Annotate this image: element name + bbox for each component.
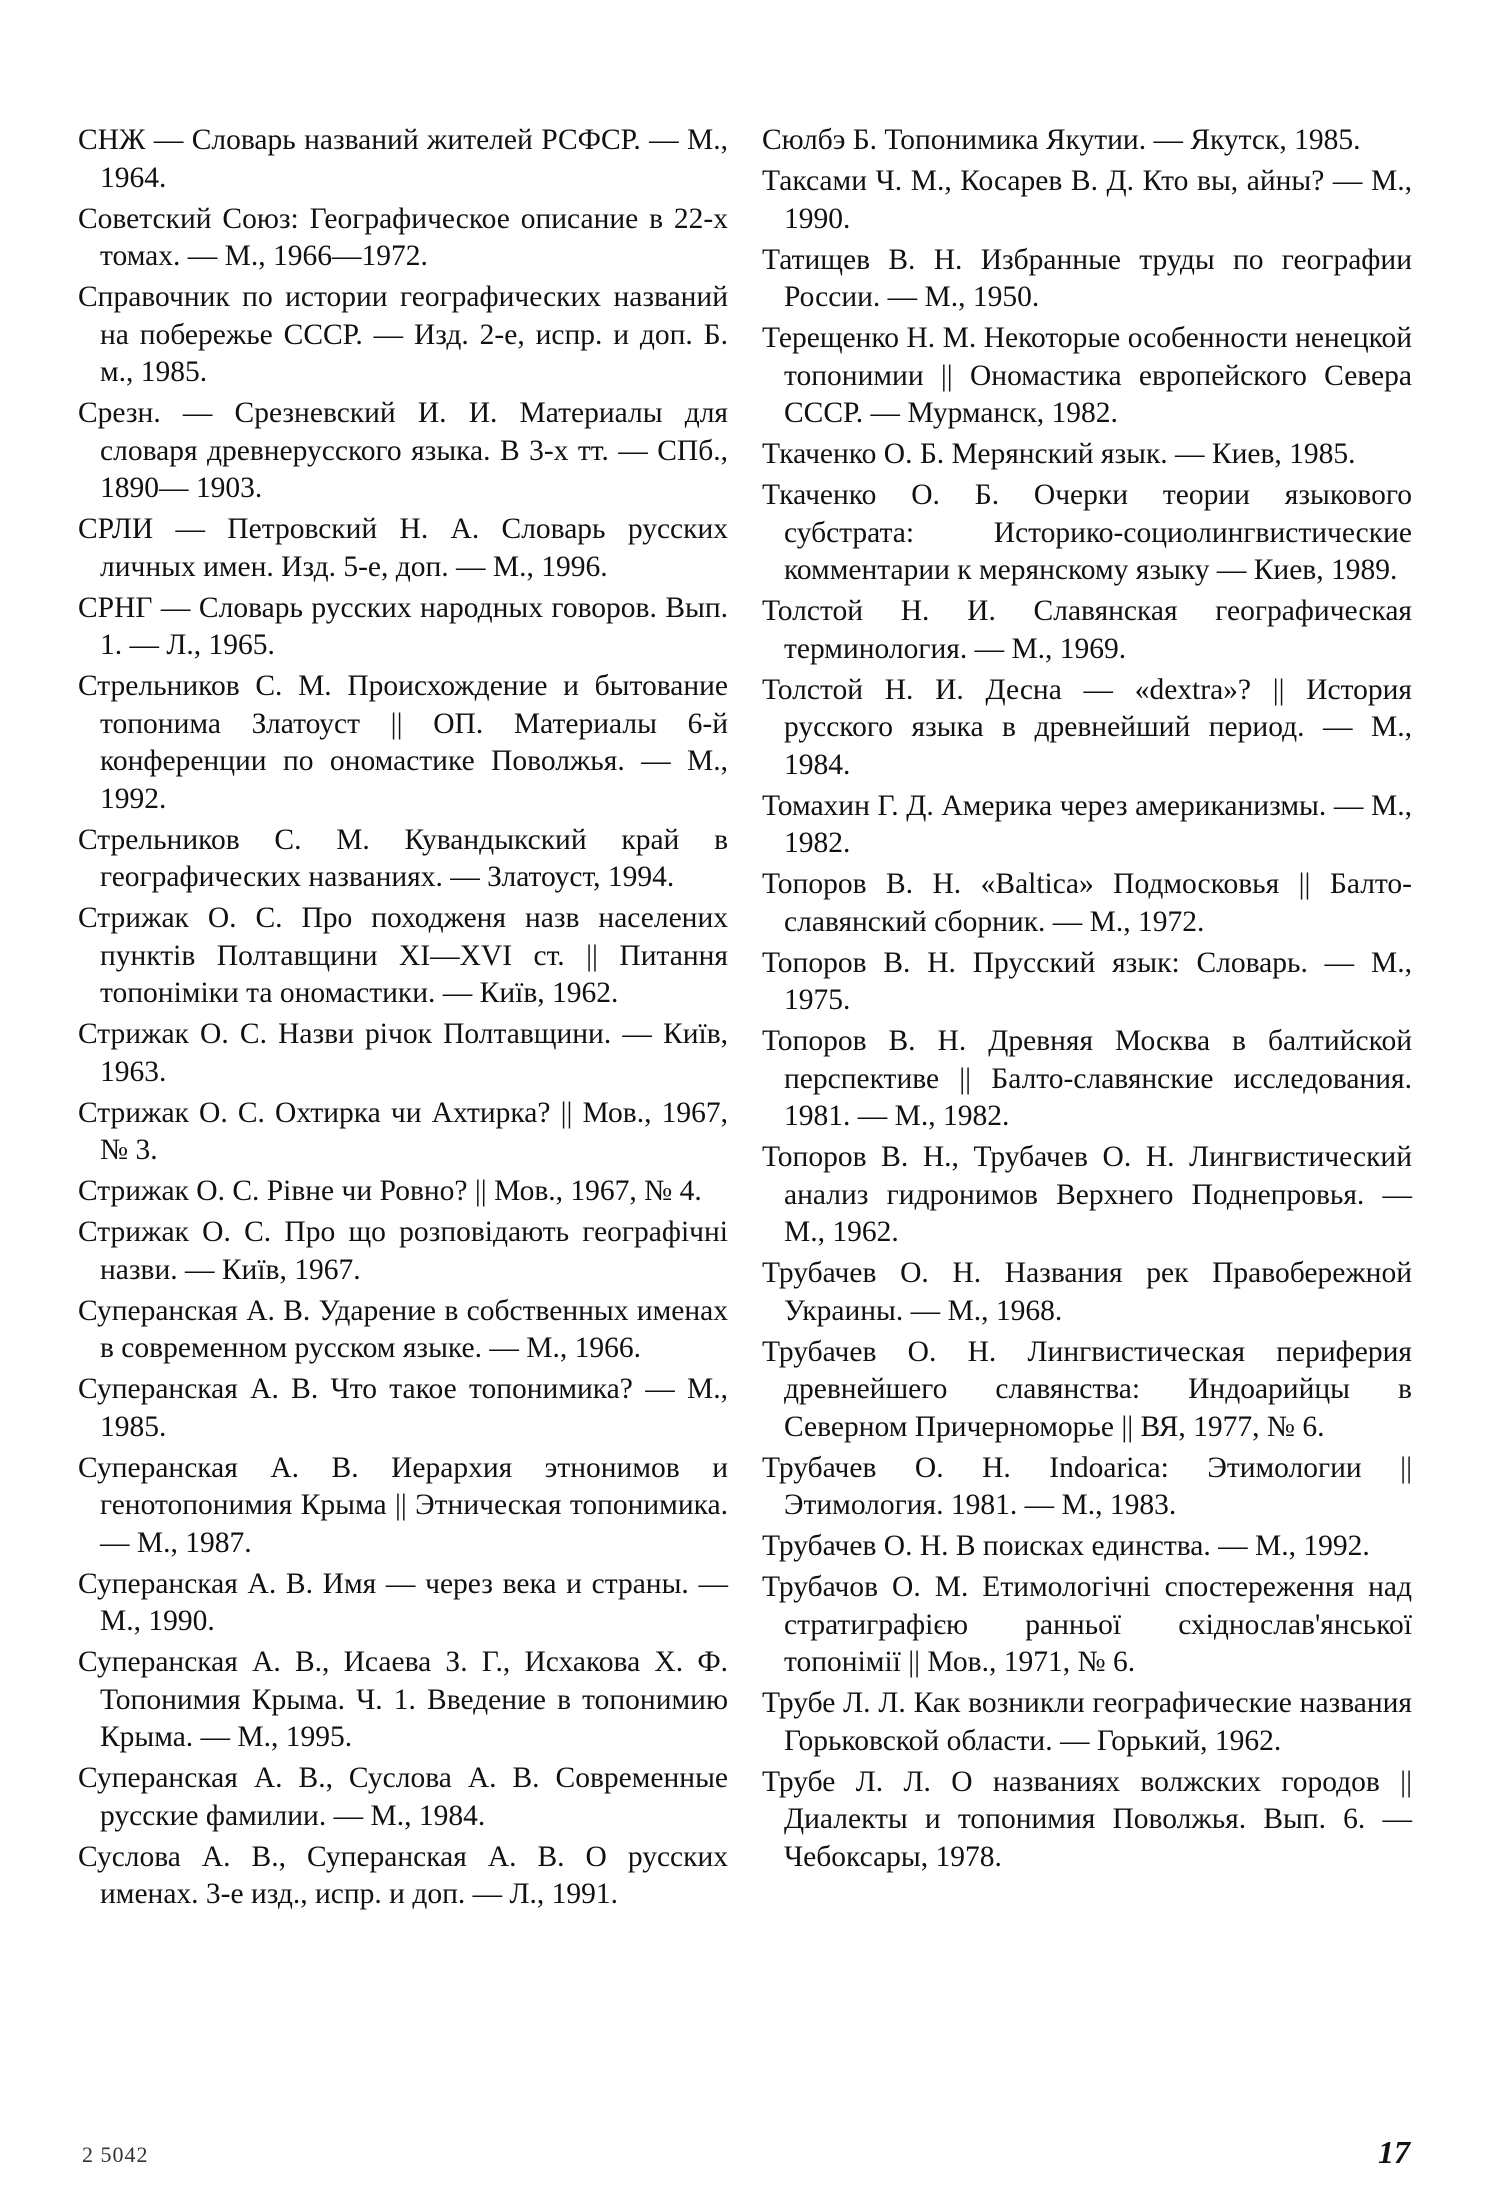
bib-entry: Суслова А. В., Суперанская А. В. О русских именах. 3-е изд., испр. и доп. — Л., 1991. [78, 1840, 728, 1910]
bib-entry: Таксами Ч. М., Косарев В. Д. Кто вы, айны? — М., 1990. [762, 165, 1412, 235]
right-column [762, 122, 1412, 1880]
bib-entry: Стрижак О. С. Охтирка чи Ахтирка? || Мов., 1967, № 3. [78, 1096, 728, 1166]
bib-entry: Суперанская А. В. Имя — через века и страны. — М., 1990. [78, 1567, 728, 1637]
bib-entry: СРНГ — Словарь русских народных говоров. Вып. 1. — Л., 1965. [78, 591, 728, 661]
left-column [78, 122, 728, 1917]
bib-entry: Трубачев О. Н. В поисках единства. — М., 1992. [762, 1530, 1370, 1562]
page-number: 17 [1378, 2134, 1410, 2170]
bib-entry: Стрижак О. С. Назви річок Полтавщини. — Київ, 1963. [78, 1018, 728, 1088]
bib-entry: Суперанская А. В. Ударение в собственных именах в современном русском языке. — М., 1966. [78, 1294, 728, 1364]
bib-entry: СНЖ — Словарь названий жителей РСФСР. — М., 1964. [78, 124, 728, 194]
bib-entry: Толстой Н. И. Славянская географическая терминология. — М., 1969. [762, 595, 1412, 665]
bib-entry: Татищев В. Н. Избранные труды по географии России. — М., 1950. [762, 243, 1412, 313]
bib-entry: Стрижак О. С. Рівне чи Ровно? || Мов., 1967, № 4. [78, 1175, 702, 1207]
bib-entry: Топоров В. Н. Прусский язык: Словарь. — М., 1975. [762, 946, 1412, 1016]
bib-entry: Трубе Л. Л. О названиях волжских городов || Диалекты и топонимия Поволжья. Вып. 6. — Чебоксары, 1978. [762, 1765, 1412, 1873]
printer-signature: 2 5042 [82, 2142, 149, 2167]
bib-entry: Стрижак О. С. Про що розповідають географічні назви. — Київ, 1967. [78, 1216, 728, 1286]
bib-entry: Топоров В. Н. «Baltica» Подмосковья || Балто-славянский сборник. — М., 1972. [762, 868, 1412, 938]
bib-entry: Суперанская А. В., Исаева З. Г., Исхакова Х. Ф. Топонимия Крыма. Ч. 1. Введение в топонимию Крыма. — М., 1995. [78, 1646, 728, 1753]
bib-entry: Ткаченко О. Б. Мерянский язык. — Киев, 1985. [762, 438, 1356, 470]
bib-entry: Суперанская А. В. Что такое топонимика? — М., 1985. [78, 1373, 728, 1443]
bib-entry: Топоров В. Н., Трубачев О. Н. Лингвистический анализ гидронимов Верхнего Поднепровья. — М., 1962. [762, 1141, 1412, 1248]
bib-entry: Суперанская А. В. Иерархия этнонимов и генотопонимия Крыма || Этническая топонимика. — М., 1987. [78, 1451, 728, 1559]
bib-entry: Трубачев О. Н. Лингвистическая периферия древнейшего славянства: Индоарийцы в Северном Причерноморье || ВЯ, 1977, № 6. [762, 1335, 1412, 1443]
bib-entry: Топоров В. Н. Древняя Москва в балтийской перспективе || Балто-славянские исследования. 1981. — М., 1982. [762, 1025, 1412, 1132]
bib-entry: Трубачев О. Н. Indoarica: Этимологии || Этимология. 1981. — М., 1983. [762, 1451, 1412, 1521]
bib-entry: Срезн. — Срезневский И. И. Материалы для словаря древнерусского языка. В 3-х тт. — СПб., 1890— 1903. [78, 397, 728, 504]
bib-entry: Толстой Н. И. Десна — «dextra»? || История русского языка в древнейший период. — М., 1984. [762, 673, 1412, 781]
bib-entry: Стрельников С. М. Кувандыкский край в географических названиях. — Златоуст, 1994. [78, 823, 728, 893]
bib-entry: Трубачев О. Н. Названия рек Правобережной Украины. — М., 1968. [762, 1257, 1412, 1327]
bib-entry: Ткаченко О. Б. Очерки теории языкового субстрата: Историко-социолингвистические комментарии к мерянскому языку — Киев, 1989. [762, 479, 1412, 586]
bib-entry: СРЛИ — Петровский Н. А. Словарь русских личных имен. Изд. 5-е, доп. — М., 1996. [78, 513, 728, 583]
bib-entry: Суперанская А. В., Суслова А. В. Современные русские фамилии. — М., 1984. [78, 1762, 728, 1832]
bib-entry: Трубачов О. М. Етимологічні спостереження над стратиграфією ранньої східнослав'янської топонімії || Мов., 1971, № 6. [762, 1571, 1412, 1678]
bib-entry: Справочник по истории географических названий на побережье СССР. — Изд. 2-е, испр. и доп. Б. м., 1985. [78, 281, 728, 388]
bib-entry: Сюлбэ Б. Топонимика Якутии. — Якутск, 1985. [762, 124, 1361, 156]
bib-entry: Терещенко Н. М. Некоторые особенности ненецкой топонимии || Ономастика европейского Севера СССР. — Мурманск, 1982. [762, 322, 1412, 429]
bib-entry: Стрижак О. С. Про походженя назв населених пунктів Полтавщини XI—XVI ст. || Питання топоніміки та ономастики. — Київ, 1962. [78, 902, 728, 1009]
bib-entry: Томахин Г. Д. Америка через американизмы. — М., 1982. [762, 789, 1412, 859]
bib-entry: Стрельников С. М. Происхождение и бытование топонима Златоуст || ОП. Материалы 6-й конференции по ономастике Поволжья. — М., 1992. [78, 670, 728, 815]
bib-entry: Трубе Л. Л. Как возникли географические названия Горьковской области. — Горький, 1962. [762, 1687, 1412, 1757]
bib-entry: Советский Союз: Географическое описание в 22-х томах. — М., 1966—1972. [78, 202, 728, 272]
